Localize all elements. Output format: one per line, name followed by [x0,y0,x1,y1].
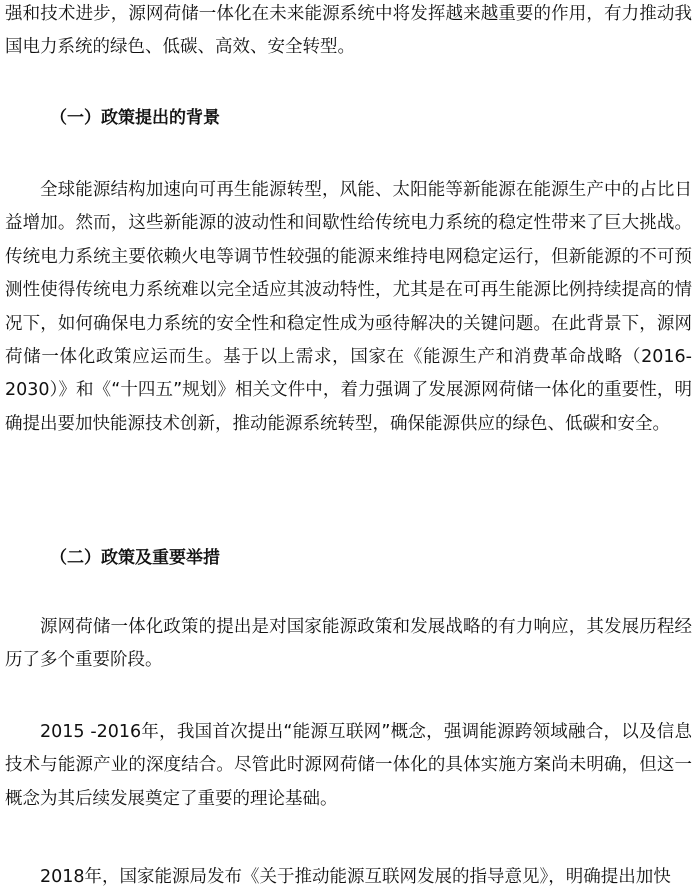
milestone-2015-paragraph: 2015 -2016年，我国首次提出“能源互联网”概念，强调能源跨领域融合，以及信息技术与能源产业的深度结合。尽管此时源网荷储一体化的具体实施方案尚未明确，但这一概念为其后续发展奠定了重要的理论基础。 [5,722,692,809]
section-heading-measures: （二）政策及重要举措 [50,548,220,568]
milestone-2018-paragraph: 2018年，国家能源局发布《关于推动能源互联网发展的指导意见》，明确提出加快 [40,867,671,887]
measures-intro-paragraph: 源网荷储一体化政策的提出是对国家能源政策和发展战略的有力响应，其发展历程经历了多个重要阶段。 [5,617,692,671]
intro-paragraph: 强和技术进步，源网荷储一体化在未来能源系统中将发挥越来越重要的作用，有力推动我国电力系统的绿色、低碳、高效、安全转型。 [5,4,692,58]
section-heading-background: （一）政策提出的背景 [50,108,220,128]
background-paragraph: 全球能源结构加速向可再生能源转型，风能、太阳能等新能源在能源生产中的占比日益增加。然而，这些新能源的波动性和间歇性给传统电力系统的稳定性带来了巨大挑战。传统电力系统主要依赖火电等调节性较强的能源来维持电网稳定运行，但新能源的不可预测性使得传统电力系统难以完全适应其波动特性，尤其是在可再生能源比例持续提高的情况下，如何确保电力系统的安全性和稳定性成为亟待解决的关键问题。在此背景下，源网荷储一体化政策应运而生。基于以上需求，国家在《能源生产和消费革命战略（2016-2030）》和《“十四五”规划》相关文件中，着力强调了发展源网荷储一体化的重要性，明确提出要加快能源技术创新，推动能源系统转型，确保能源供应的绿色、低碳和安全。 [5,180,692,434]
